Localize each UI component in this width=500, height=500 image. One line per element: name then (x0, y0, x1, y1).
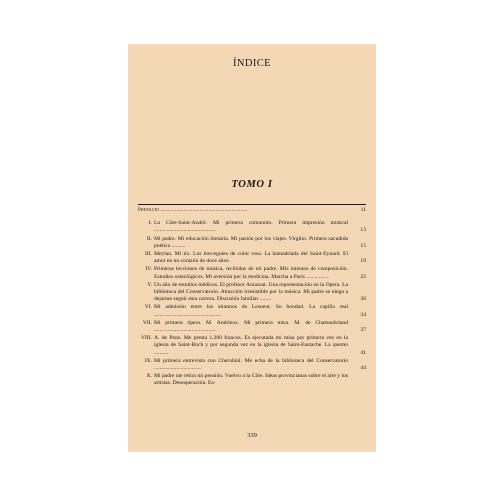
table-of-contents (138, 207, 366, 389)
entry-text: Un año de estudios médicos. El profesor Amussat. Una representación en la Opera. La biblioteca del Conservatorio. Atracción irresistible por la música. Mi padre se niega a dejarme seguir esta carrera. Discusión familiar ........ (154, 281, 348, 303)
toc-entry (138, 220, 366, 234)
chapter-number: III. (145, 251, 152, 258)
chapter-number: II. (146, 235, 152, 242)
chapter-number: V. (147, 281, 152, 288)
entry-page: 13 (360, 227, 366, 234)
toc-entry (138, 320, 366, 334)
divider-rule (138, 204, 366, 205)
entry-text: Mi primera ópera. M. Andrieux. Mi primera misa. M. de Chateaubriand ............................................ (154, 319, 348, 334)
toc-entry-prefacio (138, 207, 366, 214)
book-page (128, 44, 376, 452)
page-number: 339 (247, 432, 257, 439)
chapter-number: I. (148, 220, 152, 227)
entry-page: 41 (360, 349, 366, 356)
entry-page: 44 (360, 365, 366, 372)
chapter-number: VI. (144, 304, 152, 311)
chapter-number: X. (146, 373, 152, 380)
entry-text: La Côte-Saint-André. Mi primera comunión. Primera impresión musical ............................................ (154, 220, 348, 234)
entry-text: A. de Pons. Me presta 1.200 francos. Es ejecutada mi misa por primera vez en la iglesia de Saint-Roch y por segunda vez en la iglesia de Saint-Eustache. La quemo .......... (154, 335, 348, 356)
toc-entry (138, 266, 366, 280)
entry-text: Mi primera entrevista con Cherubini. Me echa de la biblioteca del Conservatorio .................................. (154, 357, 348, 372)
chapter-number: IV. (145, 266, 152, 273)
entry-page: 15 (360, 242, 366, 249)
toc-entry (138, 304, 366, 318)
toc-entry (138, 373, 366, 387)
entry-text: Mi admisión entre los alumnos de Lesueur. Su bondad. La capilla real ................................................ (154, 304, 348, 318)
entry-text: Meylan. Mi tío. Los borceguíes de color rosa. La hamadríada del Saint-Eynard. El amor en un corazón de doce años. (154, 251, 348, 265)
entry-page: 19 (360, 258, 366, 265)
entry-text: Mi padre me retira mi pensión. Vuelvo a la Côte. Ideas provincianas sobre el arte y los artistas. Desesperación. Es- (154, 373, 348, 387)
entry-page: 34 (360, 311, 366, 318)
toc-entry (138, 282, 366, 304)
chapter-number: IX. (144, 357, 152, 364)
entry-text: Primeras lecciones de música, recibidas de mi padre. Mis intentos de composición. Estudios osteológicos. Mi aversión por la medicina. Marcha a París ................ (154, 266, 348, 280)
entry-text: Mi padre. Mi educación literaria. Mi pasión por los viajes. Virgilio. Primera sacudida poética .......... (154, 235, 348, 249)
volume-heading: TOMO I (231, 179, 273, 190)
entry-page: 11 (360, 207, 366, 213)
entry-page: 30 (360, 296, 366, 303)
entry-page: 22 (360, 273, 366, 280)
entry-page: 37 (360, 327, 366, 334)
chapter-number: VII. (142, 319, 152, 326)
toc-entry (138, 236, 366, 250)
toc-entry (138, 335, 366, 357)
toc-entry (138, 358, 366, 372)
entry-text: Prefacio ............................................................ (138, 208, 248, 213)
index-heading: ÍNDICE (233, 58, 271, 69)
toc-entry (138, 251, 366, 265)
chapter-number: VIII. (140, 335, 152, 342)
